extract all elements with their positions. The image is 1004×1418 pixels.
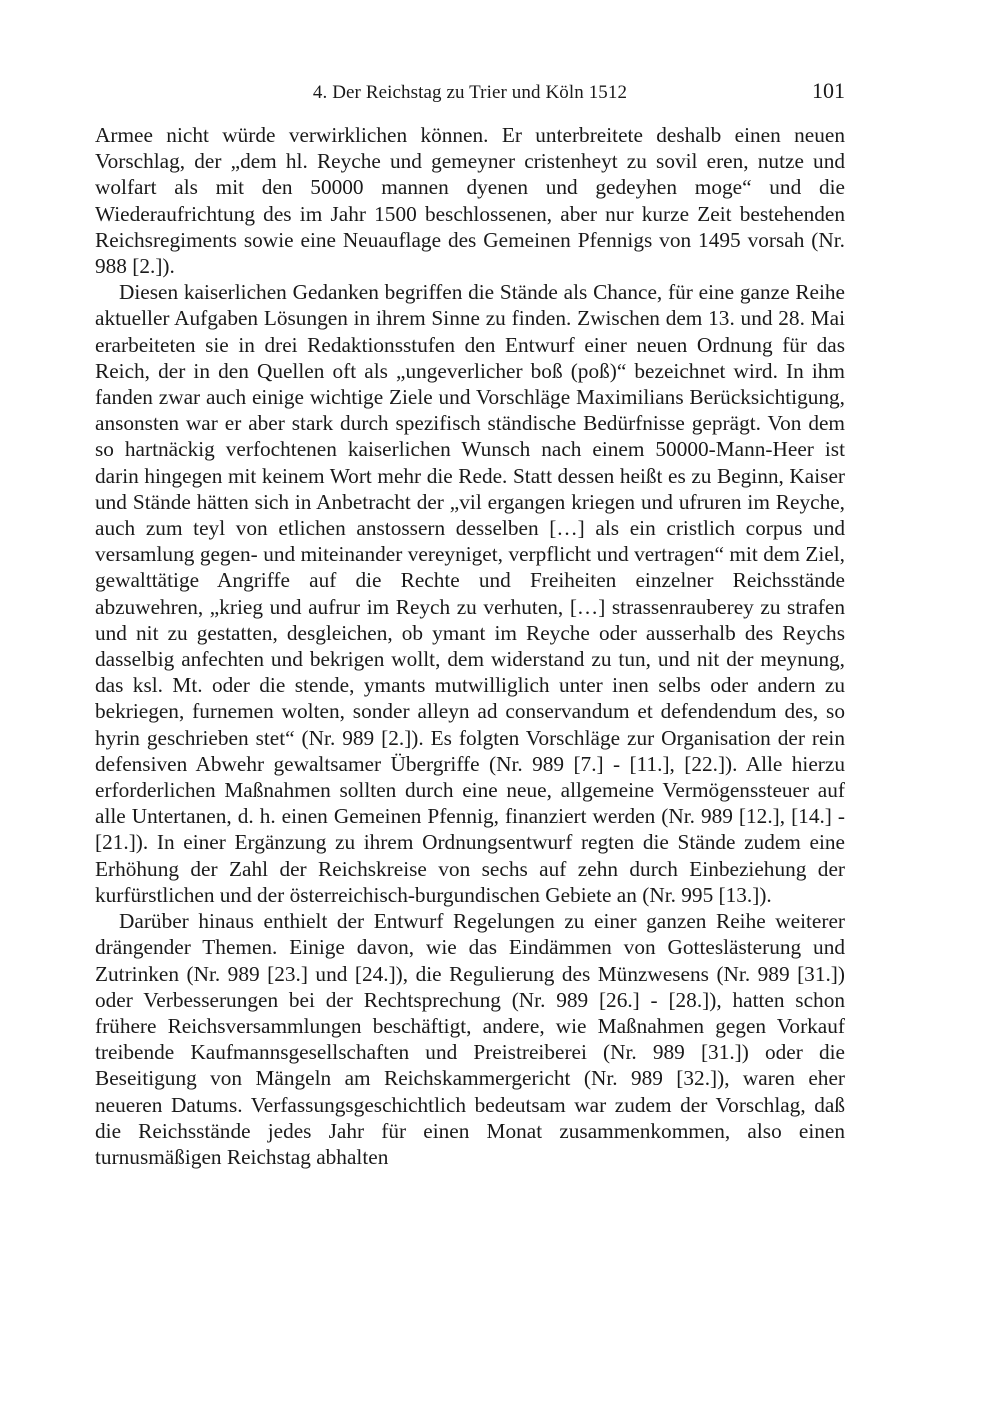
running-head	[95, 78, 845, 108]
paragraph-1: Armee nicht würde verwirklichen können. Er unterbreitete deshalb einen neuen Vorschlag, der „dem hl. Reyche und gemeyner cristenheyt zu sovil eren, nutze und wolfart als mit den 50000 mannen dyenen und gedeyhen moge“ und die Wiederaufrichtung des im Jahr 1500 beschlossenen, aber nur kurze Zeit bestehenden Reichsregiments sowie eine Neuauflage des Gemeinen Pfennigs von 1495 vorsah (Nr. 988 [2.]).	[95, 123, 845, 279]
book-page	[95, 78, 845, 1170]
body-text	[95, 122, 845, 1170]
page-number: 101	[812, 78, 845, 103]
paragraph-3: Darüber hinaus enthielt der Entwurf Regelungen zu einer ganzen Reihe weiterer drängender Themen. Einige davon, wie das Eindämmen von Gotteslästerung und Zutrinken (Nr. 989 [23.] und [24.]), die Regulierung des Münzwesens (Nr. 989 [31.]) oder Verbesserungen bei der Rechtsprechung (Nr. 989 [26.] - [28.]), hatten schon frühere Reichsversammlungen beschäftigt, andere, wie Maßnahmen gegen Vorkauf treibende Kaufmannsgesellschaften und Preistreiberei (Nr. 989 [31.]) oder die Beseitigung von Mängeln am Reichskammergericht (Nr. 989 [32.]), waren eher neueren Datums. Verfassungsgeschichtlich bedeutsam war zudem der Vorschlag, daß die Reichsstände jedes Jahr für einen Monat zusammenkommen, also einen turnusmäßigen Reichstag abhalten	[95, 909, 845, 1169]
paragraph-2: Diesen kaiserlichen Gedanken begriffen die Stände als Chance, für eine ganze Reihe aktueller Aufgaben Lösungen in ihrem Sinne zu finden. Zwischen dem 13. und 28. Mai erarbeiteten sie in drei Redaktionsstufen den Entwurf einer neuen Ordnung für das Reich, der in den Quellen oft als „ungeverlicher boß (poß)“ bezeichnet wird. In ihm fanden zwar auch einige wichtige Ziele und Vorschläge Maximilians Berücksichtigung, ansonsten war er aber stark durch spezifisch ständische Bedürfnisse geprägt. Von dem so hartnäckig verfochtenen kaiserlichen Wunsch nach einem 50000-Mann-Heer ist darin hingegen mit keinem Wort mehr die Rede. Statt dessen heißt es zu Beginn, Kaiser und Stände hätten sich in Anbetracht der „vil ergangen kriegen und ufruren im Reyche, auch zum teyl von etlichen anstossern desselben […] als ein cristlich corpus und versamlung gegen- und miteinander vereyniget, verpflicht und vertragen“ mit dem Ziel, gewalttätige Angriffe auf die Rechte und Freiheiten einzelner Reichsstände abzuwehren, „krieg und aufrur im Reych zu verhuten, […] strassenrauberey zu strafen und nit zu gestatten, desgleichen, ob ymant im Reyche oder ausserhalb des Reychs dasselbig anfechten und bekrigen wollt, dem widerstand zu tun, und nit der meynung, das ksl. Mt. oder die stende, ymants mutwilliglich unter inen selbs oder andern zu bekriegen, furnemen wolten, sonder alleyn ad conservandum et defendendum des, so hyrin geschrieben stet“ (Nr. 989 [2.]). Es folgten Vorschläge zur Organisation der rein defensiven Abwehr gewaltsamer Übergriffe (Nr. 989 [7.] - [11.], [22.]). Alle hierzu erforderlichen Maßnahmen sollten durch eine neue, allgemeine Vermögenssteuer auf alle Untertanen, d. h. einen Gemeinen Pfennig, finanziert werden (Nr. 989 [12.], [14.] - [21.]). In einer Ergänzung zu ihrem Ordnungsentwurf regten die Stände zudem eine Erhöhung der Zahl der Reichskreise von sechs auf zehn durch Einbeziehung der kurfürstlichen und der österreichisch-burgundischen Gebiete an (Nr. 995 [13.]).	[95, 280, 845, 907]
running-title: 4. Der Reichstag zu Trier und Köln 1512	[312, 82, 628, 103]
